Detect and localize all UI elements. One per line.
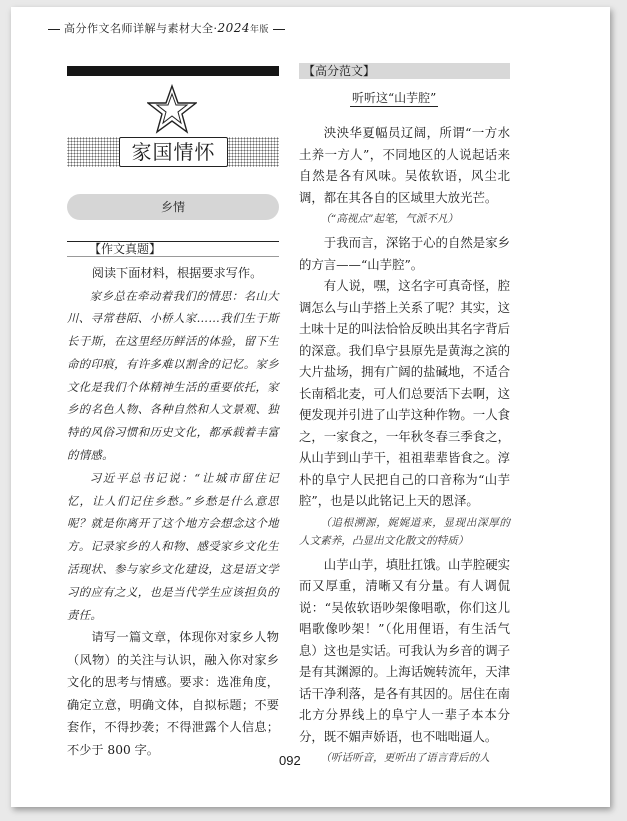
essay-paragraph-1: 泱泱华夏幅员辽阔，所谓“一方水土养一方人”，不同地区的人说起话来自然是各有风味。吴侬软语，风尘北调，都在其各自的区域里大放光芒。 xyxy=(299,125,510,205)
header-edition: 年版 xyxy=(250,25,270,35)
requirement-paragraph: 请写一篇文章，体现你对家乡人物（风物）的关注与认识，融入你对家乡文化的思考与情感。要求：选准角度，确定立意，明确文体，自拟标题；不要套作，不得抄袭；不得泄露个人信息；不少于 800 字。 xyxy=(67,630,279,757)
annotation-1: （“高视点”起笔，气派不凡） xyxy=(320,213,459,225)
page-number: 092 xyxy=(279,753,301,768)
section-title: 家国情怀 xyxy=(119,137,228,167)
header-dot: · xyxy=(213,22,218,35)
material-paragraph-1: 家乡总在牵动着我们的情思：名山大川、寻常巷陌、小桥人家……我们生于斯长于斯，在这里经历鲜活的体验，留下生命的印痕，有许多难以割舍的记忆。家乡文化是我们个体精神生活的重要依托，家乡的名色人物、各种自然和人文景观、独特的风俗习惯和历史文化，都承载着丰富的情感。 xyxy=(67,288,279,463)
annotation-2: （追根溯源，娓娓道来，显现出深厚的人文素养，凸显出文化散文的特质） xyxy=(299,516,510,547)
essay-paragraph-3: 有人说，嘿，这名字可真奇怪，腔调怎么与山芋搭上关系了呢？其实，这土味十足的叫法恰恰反映出其名字背后的深意。我们阜宁县原先是黄海之滨的大片盐场，拥有广阔的盐碱地，不适合长南稻北麦，可人们总要活下去啊，这便发现并引进了山芋这种作物。一人食之，一家食之，一年秋冬春三季食之，从山芋到山芋干，祖祖辈辈皆食之。淳朴的阜宁人民把自己的口音称为“山芋腔”，也是以此铭记上天的恩泽。 xyxy=(299,278,510,508)
prompt-text xyxy=(67,262,279,761)
instruction-text: 阅读下面材料，根据要求写作。 xyxy=(91,266,263,280)
essay-title: 听听这“山芋腔” xyxy=(352,91,437,105)
subtopic-label: 乡情 xyxy=(67,194,279,220)
header-dash-right xyxy=(273,29,285,30)
star-icon xyxy=(147,84,197,134)
header-year: 2024 xyxy=(217,21,251,35)
prompt-heading: 【作文真题】 xyxy=(67,241,279,257)
section-top-bar xyxy=(67,66,279,76)
title-dot-pattern-right xyxy=(228,137,279,167)
title-dot-pattern-left xyxy=(67,137,119,167)
essay-body xyxy=(299,122,510,771)
material-paragraph-2: 习近平总书记说：“让城市留住记忆，让人们记住乡愁。”乡愁是什么意思呢？就是你离开了这个地方会想念这个地方。记录家乡的人和物、感受家乡文化生活现状、参与家乡文化建设，这是语文学习的应有之义，也是当代学生应该担负的责任。 xyxy=(67,470,279,622)
essay-paragraph-2: 于我而言，深铭于心的自然是家乡的方言——“山芋腔”。 xyxy=(299,235,510,272)
header-dash-left xyxy=(48,29,60,30)
annotation-3: （听话听音，更听出了语言背后的人 xyxy=(320,752,490,764)
running-header xyxy=(44,20,289,36)
essay-paragraph-4: 山芋山芋，填肚扛饿。山芋腔硬实而又厚重，清晰又有分量。有人调侃说：“吴侬软语吵架像唱歌，你们这儿唱歌像吵架！”（化用俚语，有生活气息）这也是实话。可我认为乡音的调子是有其渊源的。上海话婉转流年，天津话干净利落，是各有其因的。居住在南北方分界线上的阜宁人一辈子本本分分，既不媚声娇语，也不咄咄逼人。 xyxy=(299,556,510,744)
sample-essay-heading: 【高分范文】 xyxy=(299,63,510,79)
header-title: 高分作文名师详解与素材大全 xyxy=(64,22,214,35)
